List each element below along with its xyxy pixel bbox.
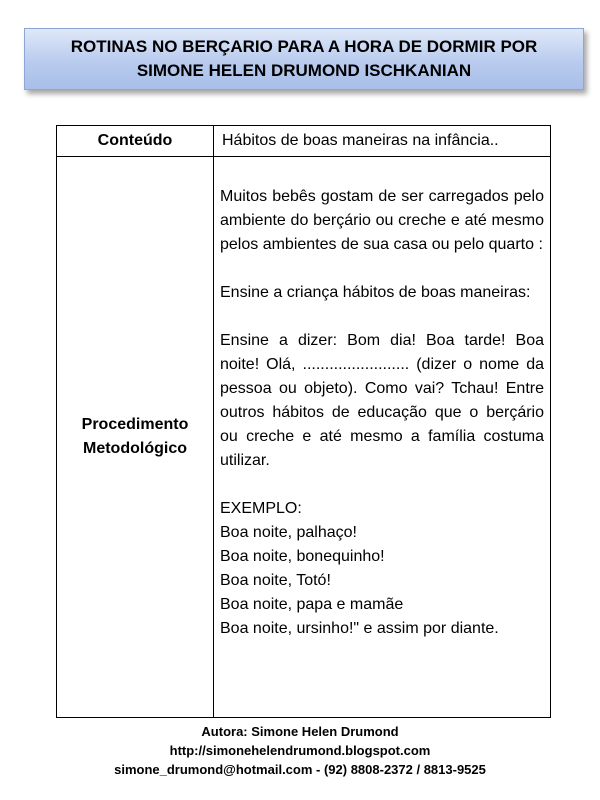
conteudo-value: Hábitos de boas maneiras na infância.. (214, 126, 551, 157)
title-line-1: ROTINAS NO BERÇARIO PARA A HORA DE DORMIR POR (70, 37, 538, 56)
table-row-conteudo (57, 126, 551, 157)
footer (0, 722, 600, 779)
content-table (56, 125, 551, 718)
title-banner (24, 28, 584, 90)
conteudo-label: Conteúdo (57, 126, 214, 157)
footer-contact: simone_drumond@hotmail.com - (92) 8808-2372 / 8813-9525 (114, 762, 486, 777)
example-line-2: Boa noite, bonequinho! (220, 548, 385, 565)
example-line-3: Boa noite, Totó! (220, 572, 331, 589)
footer-blog-link[interactable]: http://simonehelendrumond.blogspot.com (169, 743, 431, 758)
procedimento-label (57, 157, 214, 718)
paragraph-3: Ensine a dizer: Bom dia! Boa tarde! Boa noite! Olá, ........................ (dizer o nome da pessoa ou objeto). Como vai? Tchau! Entre outros hábitos de educação que o berçário ou creche e até mesmo a família costuma utilizar. (220, 332, 544, 469)
paragraph-2: Ensine a criança hábitos de boas maneiras: (220, 284, 531, 301)
example-heading: EXEMPLO: (220, 500, 302, 517)
title-line-2: SIMONE HELEN DRUMOND ISCHKANIAN (136, 61, 472, 80)
example-line-5: Boa noite, ursinho!" e assim por diante. (220, 620, 499, 637)
example-line-1: Boa noite, palhaço! (220, 524, 357, 541)
example-block (220, 497, 544, 641)
procedimento-label-line-1: Procedimento (81, 416, 189, 433)
procedimento-label-line-2: Metodológico (83, 440, 187, 457)
example-line-4: Boa noite, papa e mamãe (220, 596, 404, 613)
paragraph-1: Muitos bebês gostam de ser carregados pelo ambiente do berçário ou creche e até mesmo pelos ambientes de sua casa ou pelo quarto : (220, 188, 544, 253)
footer-author: Autora: Simone Helen Drumond (201, 724, 399, 739)
procedimento-value (214, 157, 551, 718)
table-row-procedimento (57, 157, 551, 718)
